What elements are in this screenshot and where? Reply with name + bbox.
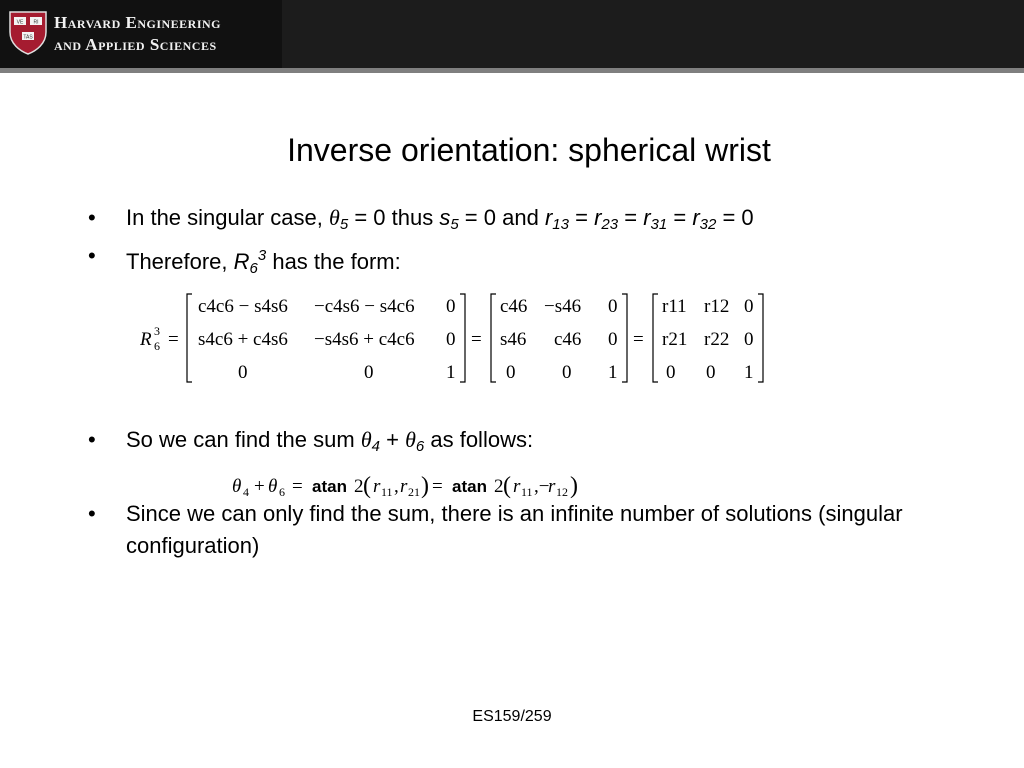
m1-r0c0: c4c6 − s4s6 [198,296,288,317]
m3-r2c0: 0 [666,362,676,383]
m2-r1c2: 0 [608,329,618,350]
atan2-equation [232,468,592,502]
m1-r2c0: 0 [238,362,248,383]
b1-text-1: In the singular case, [126,205,323,230]
svg-text:atan: atan [312,477,347,496]
shield-text-3: TAS [23,34,33,41]
m2-r0c1: −s46 [544,296,582,317]
svg-text:): ) [570,473,578,499]
m2-r1c1: c46 [554,329,582,350]
harvard-shield-icon [8,10,48,56]
m1-r0c1: −c4s6 − s4c6 [314,296,415,317]
svg-text:,−: ,− [534,476,550,497]
m1-r1c2: 0 [446,329,456,350]
m3-r1c0: r21 [662,329,688,350]
bullet-3-marker: • [88,427,96,452]
m3-r0c1: r12 [704,296,730,317]
m1-r0c2: 0 [446,296,456,317]
m2-r2c2: 1 [608,362,618,383]
svg-text:): ) [421,473,429,499]
shield-text-2: RI [33,19,39,26]
m3-r1c2: 0 [744,329,754,350]
rotation-matrix-equation [140,290,780,386]
m3-r2c1: 0 [706,362,716,383]
svg-text:(: ( [363,473,371,499]
m1-r1c0: s4c6 + c4s6 [198,329,288,350]
svg-text:+: + [254,476,265,497]
m2-r2c0: 0 [506,362,516,383]
bullet-4: Since we can only find the sum, there is an infinite number of solutions (singular configuration) [126,501,903,558]
m1-r1c1: −s4s6 + c4c6 [314,329,415,350]
m1-r2c1: 0 [364,362,374,383]
org-name [54,12,221,56]
m3-r0c2: 0 [744,296,754,317]
svg-text:12: 12 [556,485,568,499]
svg-text:6: 6 [154,339,160,353]
svg-text:θ: θ [268,476,278,497]
bullet-4-marker: • [88,501,96,526]
svg-text:=: = [432,476,443,497]
bullet-2-marker: • [88,243,96,268]
svg-text:2: 2 [494,476,504,497]
org-line-1: Harvard Engineering [54,13,222,32]
svg-text:r: r [400,476,408,497]
m2-r0c0: c46 [500,296,528,317]
svg-text:,: , [394,476,399,497]
svg-text:(: ( [503,473,511,499]
svg-text:6: 6 [279,485,285,499]
theta-symbol: θ [329,205,340,230]
slide-title: Inverse orientation: spherical wrist [287,132,771,168]
svg-text:=: = [168,329,179,350]
org-line-2: and Applied Sciences [54,35,217,54]
svg-text:=: = [471,329,482,350]
svg-text:θ: θ [232,476,242,497]
bullet-1-marker: • [88,205,96,230]
m2-r0c2: 0 [608,296,618,317]
footer-course-code: ES159/259 [472,708,552,725]
logo-block [0,0,282,68]
svg-text:11: 11 [521,485,533,499]
svg-text:R: R [140,329,152,350]
header-rule [0,68,1024,73]
svg-text:11: 11 [381,485,393,499]
m1-r2c2: 1 [446,362,456,383]
svg-text:3: 3 [154,324,160,338]
m3-r2c2: 1 [744,362,754,383]
svg-text:r: r [373,476,381,497]
shield-text-1: VE [16,19,24,26]
m3-r1c1: r22 [704,329,730,350]
m3-r0c0: r11 [662,296,687,317]
bullet-1: In the singular case, $\theta_5 = 0$ thus $s_5 = 0$ and $r_{13} = r_{23} = r_{31} = r_{32} = 0$ [126,205,754,233]
svg-text:=: = [633,329,644,350]
svg-text:r: r [548,476,556,497]
svg-text:4: 4 [243,485,249,499]
svg-text:r: r [513,476,521,497]
m2-r1c0: s46 [500,329,527,350]
bullet-3: So we can find the sum $\theta_4 + \theta_6$ as follows: [126,427,534,455]
bullet-2: Therefore, $R_6^3$ has the form: [126,247,401,277]
svg-text:2: 2 [354,476,364,497]
svg-text:=: = [292,476,303,497]
m2-r2c1: 0 [562,362,572,383]
svg-text:atan: atan [452,477,487,496]
svg-text:21: 21 [408,485,420,499]
